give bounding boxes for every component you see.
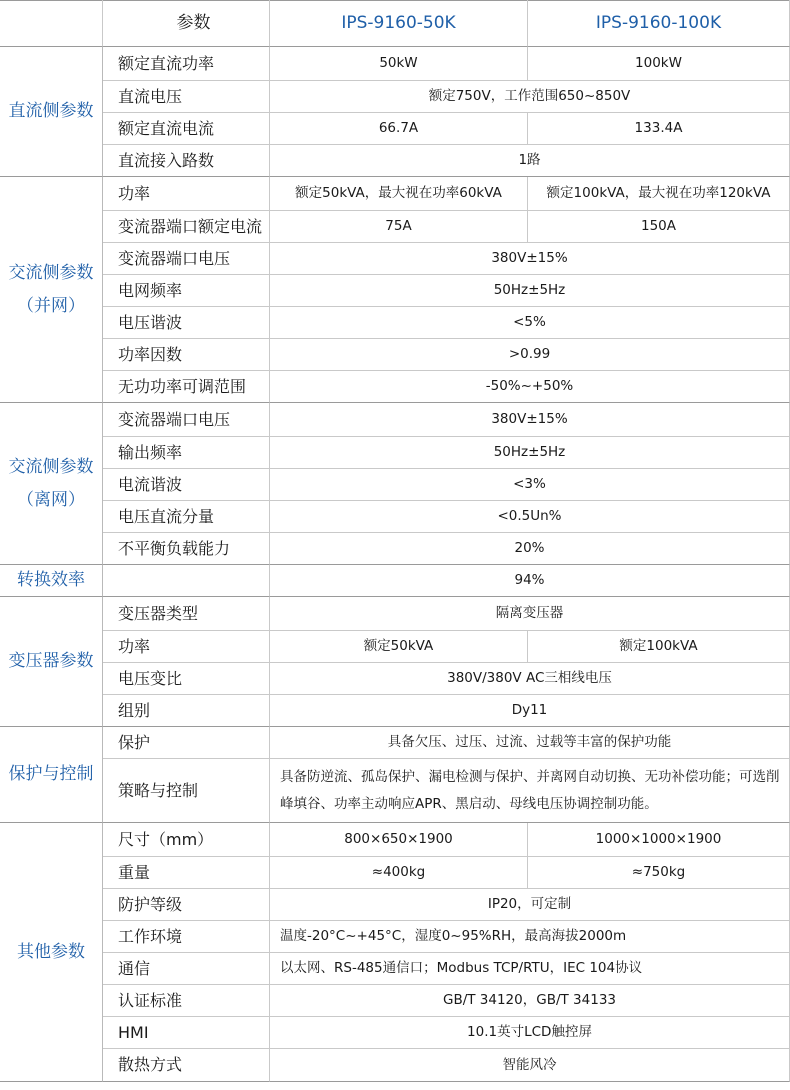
param-label: 变流器端口电压 [103,403,270,437]
value-cell-shared: <5% [270,307,790,339]
value-cell-shared: >0.99 [270,339,790,371]
value-cell-shared: <3% [270,469,790,501]
param-label: 不平衡负载能力 [103,533,270,565]
param-label: 策略与控制 [103,759,270,823]
param-label: 直流电压 [103,81,270,113]
value-cell-shared: 10.1英寸LCD触控屏 [270,1017,790,1049]
value-cell-shared: 具备防逆流、孤岛保护、漏电检测与保护、并离网自动切换、无功补偿功能；可选削峰填谷、功率主动响应APR、黑启动、母线电压协调控制功能。 [270,759,790,823]
category-label-line: 其他参数 [17,941,85,962]
category-label-line: 交流侧参数 [8,457,94,478]
value-cell-model-2: 100kW [528,47,790,81]
value-cell-model-2: 1000×1000×1900 [528,823,790,857]
category-label-line: （并网） [17,295,85,316]
value-cell-shared: 以太网、RS-485通信口；Modbus TCP/RTU，IEC 104协议 [270,953,790,985]
param-label: 组别 [103,695,270,727]
value-cell-model-2: ≈750kg [528,857,790,889]
value-cell-shared: 具备欠压、过压、过流、过载等丰富的保护功能 [270,727,790,759]
value-cell-shared: 50Hz±5Hz [270,275,790,307]
param-label: 输出频率 [103,437,270,469]
param-label: 额定直流电流 [103,113,270,145]
value-cell-shared: <0.5Un% [270,501,790,533]
value-cell-shared: 20% [270,533,790,565]
value-cell-shared: 94% [270,565,790,597]
header-blank-cell [0,0,103,47]
param-label: 功率 [103,177,270,211]
value-cell-shared: Dy11 [270,695,790,727]
value-cell-shared: 额定750V，工作范围650~850V [270,81,790,113]
category-label [0,565,103,597]
value-cell-shared: IP20，可定制 [270,889,790,921]
category-label-line: 交流侧参数 [8,263,94,284]
param-label: 通信 [103,953,270,985]
value-cell-shared: 380V±15% [270,243,790,275]
value-cell-model-2: 150A [528,211,790,243]
value-cell-shared: 50Hz±5Hz [270,437,790,469]
value-cell-model-1: ≈400kg [270,857,528,889]
param-label: 变流器端口电压 [103,243,270,275]
param-label: 保护 [103,727,270,759]
param-label: 电网频率 [103,275,270,307]
value-cell-shared: -50%~+50% [270,371,790,403]
param-label: 直流接入路数 [103,145,270,177]
category-label-line: 转换效率 [17,570,85,591]
category-label-line: 保护与控制 [8,764,94,785]
param-label: 变流器端口额定电流 [103,211,270,243]
value-cell-model-1: 800×650×1900 [270,823,528,857]
value-cell-model-2: 额定100kVA，最大视在功率120kVA [528,177,790,211]
param-label: HMI [103,1017,270,1049]
category-label [0,177,103,403]
param-label: 额定直流功率 [103,47,270,81]
param-label: 电流谐波 [103,469,270,501]
value-cell-model-1: 额定50kVA，最大视在功率60kVA [270,177,528,211]
value-cell-model-2: 133.4A [528,113,790,145]
param-label: 尺寸（mm） [103,823,270,857]
param-label [103,565,270,597]
param-label: 防护等级 [103,889,270,921]
value-cell-model-1: 75A [270,211,528,243]
param-label: 无功功率可调范围 [103,371,270,403]
param-label: 认证标准 [103,985,270,1017]
param-label: 工作环境 [103,921,270,953]
param-label: 功率 [103,631,270,663]
param-label: 散热方式 [103,1049,270,1082]
value-cell-shared: 智能风冷 [270,1049,790,1082]
value-cell-shared: 隔离变压器 [270,597,790,631]
param-label: 功率因数 [103,339,270,371]
category-label-line: 变压器参数 [8,651,94,672]
category-label [0,597,103,727]
header-model-1: IPS-9160-50K [270,0,528,47]
value-cell-shared: 380V/380V AC三相线电压 [270,663,790,695]
header-model-2: IPS-9160-100K [528,0,790,47]
param-label: 变压器类型 [103,597,270,631]
category-label [0,823,103,1082]
value-cell-model-1: 50kW [270,47,528,81]
category-label-line: （离网） [17,489,85,510]
value-cell-shared: GB/T 34120，GB/T 34133 [270,985,790,1017]
category-label [0,727,103,823]
param-label: 电压直流分量 [103,501,270,533]
param-label: 电压谐波 [103,307,270,339]
value-cell-model-1: 额定50kVA [270,631,528,663]
param-label: 电压变比 [103,663,270,695]
category-label [0,47,103,177]
header-param-label: 参数 [103,0,270,47]
value-cell-shared: 温度-20°C~+45°C，湿度0~95%RH，最高海拔2000m [270,921,790,953]
value-cell-model-1: 66.7A [270,113,528,145]
value-cell-shared: 380V±15% [270,403,790,437]
value-cell-shared: 1路 [270,145,790,177]
category-label-line: 直流侧参数 [8,101,94,122]
category-label [0,403,103,565]
param-label: 重量 [103,857,270,889]
value-cell-model-2: 额定100kVA [528,631,790,663]
